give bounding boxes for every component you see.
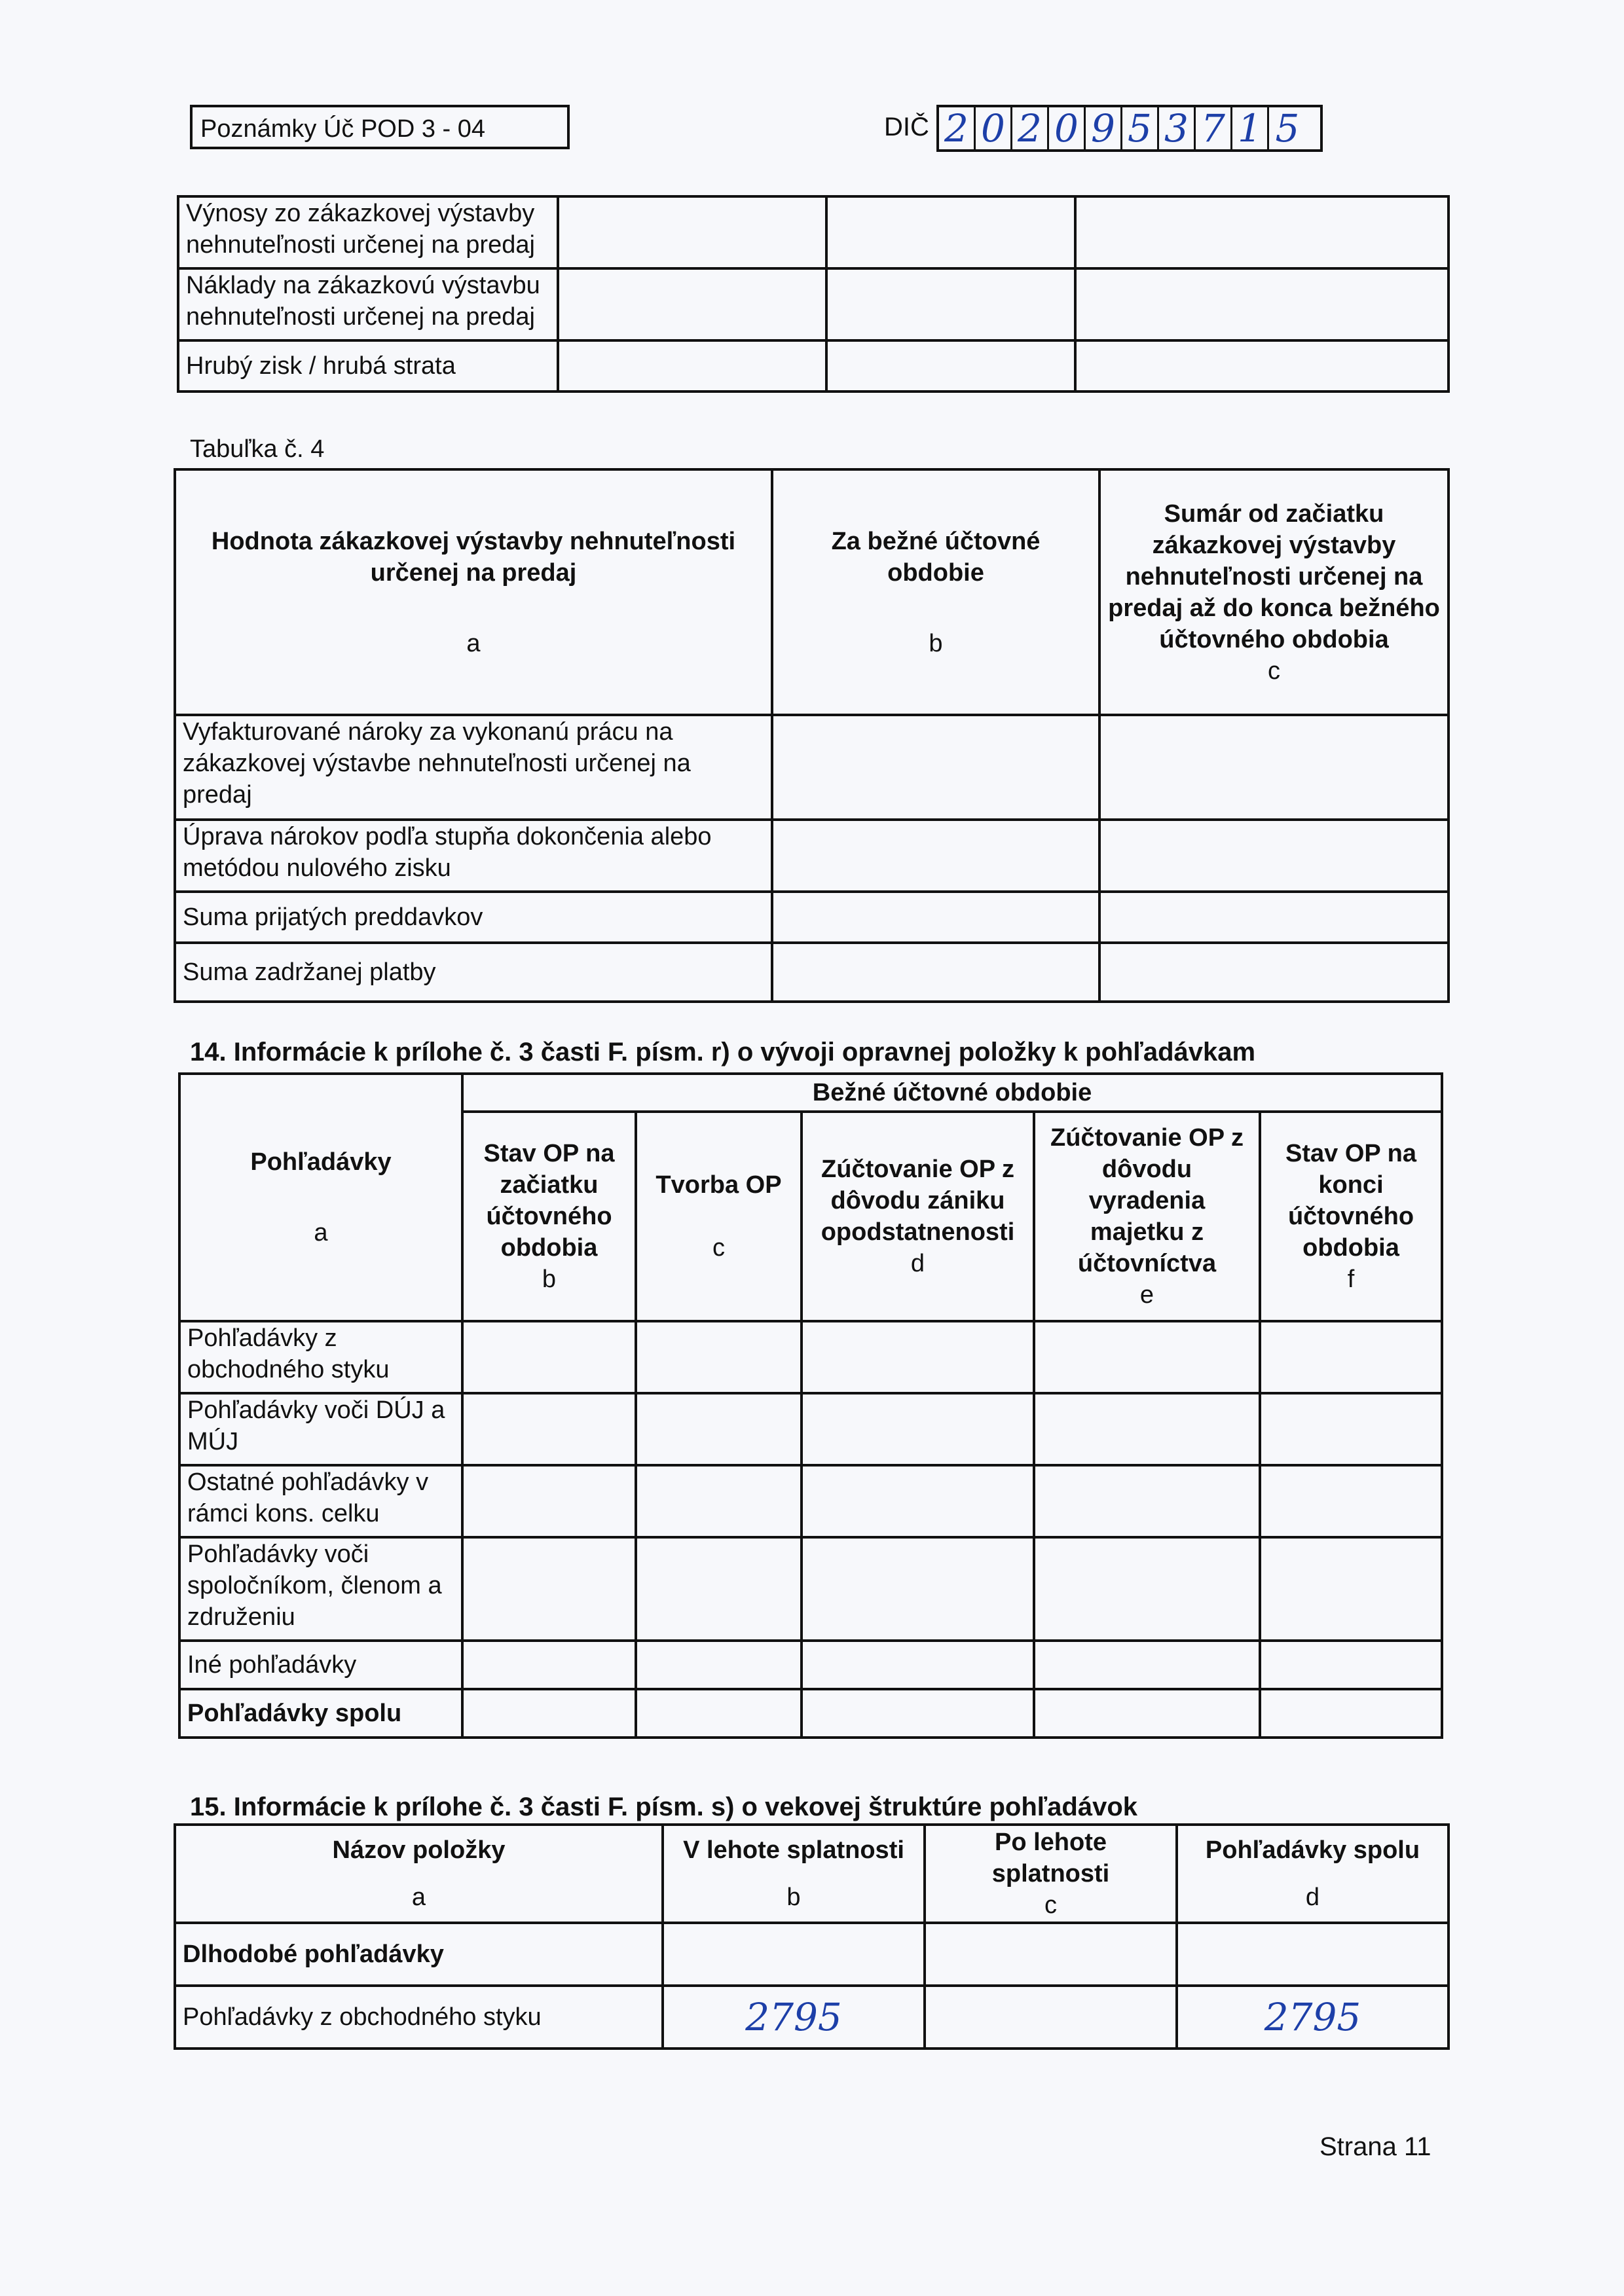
- section15-title: 15. Informácie k prílohe č. 3 časti F. písm. s) o vekovej štruktúre pohľadávok: [190, 1793, 1138, 1821]
- value-cell[interactable]: 2795: [663, 1986, 925, 2049]
- row-label-total: Pohľadávky spolu: [179, 1689, 462, 1738]
- value-cell[interactable]: [558, 340, 826, 392]
- value-cell[interactable]: [636, 1689, 802, 1738]
- value-cell[interactable]: [663, 1923, 925, 1986]
- table4-header-b: Za bežné účtovné obdobie b: [772, 469, 1099, 715]
- dic-digit: 2: [1012, 107, 1049, 149]
- dic-digit: 7: [1196, 107, 1232, 149]
- value-cell[interactable]: [1075, 268, 1449, 340]
- value-cell[interactable]: [1075, 340, 1449, 392]
- row-label: Suma zadržanej platby: [175, 943, 772, 1002]
- table4-header-a: Hodnota zákazkovej výstavby nehnuteľnosti určenej na predaj a: [175, 469, 772, 715]
- value-cell[interactable]: [1034, 1537, 1260, 1641]
- row-label: Pohľadávky voči spoločníkom, členom a združeniu: [179, 1537, 462, 1641]
- value-cell[interactable]: [636, 1537, 802, 1641]
- value-cell[interactable]: [772, 943, 1099, 1002]
- row-label: Iné pohľadávky: [179, 1641, 462, 1689]
- dic-digit: 5: [1122, 107, 1159, 149]
- age-structure-table: [174, 1823, 1450, 2050]
- value-cell[interactable]: [636, 1465, 802, 1537]
- value-cell[interactable]: [802, 1465, 1034, 1537]
- table4: [174, 468, 1450, 1003]
- value-cell[interactable]: [1260, 1393, 1442, 1465]
- value-cell[interactable]: [802, 1537, 1034, 1641]
- table4-caption: Tabuľka č. 4: [190, 435, 325, 463]
- value-cell[interactable]: [462, 1393, 636, 1465]
- value-cell[interactable]: [636, 1321, 802, 1393]
- allowance-header-c: Tvorba OP c: [636, 1112, 802, 1321]
- value-cell[interactable]: [1260, 1641, 1442, 1689]
- dic-digit: 9: [1086, 107, 1122, 149]
- value-cell[interactable]: [826, 196, 1075, 268]
- value-cell[interactable]: [925, 1923, 1177, 1986]
- row-label: Dlhodobé pohľadávky: [175, 1923, 663, 1986]
- section14-title: 14. Informácie k prílohe č. 3 časti F. písm. r) o vývoji opravnej položky k pohľadávkam: [190, 1038, 1256, 1066]
- value-cell[interactable]: [802, 1321, 1034, 1393]
- value-cell[interactable]: [462, 1321, 636, 1393]
- row-label: Ostatné pohľadávky v rámci kons. celku: [179, 1465, 462, 1537]
- value-cell[interactable]: [1034, 1465, 1260, 1537]
- value-cell[interactable]: [636, 1393, 802, 1465]
- row-label: Pohľadávky z obchodného styku: [179, 1321, 462, 1393]
- value-cell[interactable]: [772, 715, 1099, 820]
- value-cell[interactable]: [1099, 943, 1449, 1002]
- value-cell[interactable]: [1034, 1641, 1260, 1689]
- value-cell[interactable]: [462, 1537, 636, 1641]
- value-cell[interactable]: [558, 196, 826, 268]
- allowance-header-d: Zúčtovanie OP z dôvodu zániku opodstatnenosti d: [802, 1112, 1034, 1321]
- allowance-header-f: Stav OP na konci účtovného obdobia f: [1260, 1112, 1442, 1321]
- row-label: Náklady na zákazkovú výstavbu nehnuteľnosti určenej na predaj: [178, 268, 558, 340]
- value-cell[interactable]: [462, 1465, 636, 1537]
- allowance-table: [178, 1072, 1443, 1739]
- row-label: Výnosy zo zákazkovej výstavby nehnuteľnosti určenej na predaj: [178, 196, 558, 268]
- value-cell[interactable]: [772, 892, 1099, 943]
- value-cell[interactable]: [826, 268, 1075, 340]
- row-label: Úprava nárokov podľa stupňa dokončenia alebo metódou nulového zisku: [175, 820, 772, 892]
- dic-digit: 1: [1232, 107, 1269, 149]
- age-header-d: Pohľadávky spolu d: [1177, 1825, 1449, 1923]
- value-cell[interactable]: [558, 268, 826, 340]
- value-cell[interactable]: [1099, 715, 1449, 820]
- value-cell[interactable]: [1034, 1393, 1260, 1465]
- page-number: Strana 11: [1320, 2132, 1431, 2161]
- form-label-box: [190, 105, 570, 149]
- row-label: Suma prijatých preddavkov: [175, 892, 772, 943]
- value-cell[interactable]: [802, 1689, 1034, 1738]
- value-cell[interactable]: [1099, 892, 1449, 943]
- allowance-header-e: Zúčtovanie OP z dôvodu vyradenia majetku z účtovníctva e: [1034, 1112, 1260, 1321]
- value-cell[interactable]: [772, 820, 1099, 892]
- value-cell[interactable]: [925, 1986, 1177, 2049]
- allowance-header-b: Stav OP na začiatku účtovného obdobia b: [462, 1112, 636, 1321]
- age-header-c: Po lehote splatnosti c: [925, 1825, 1177, 1923]
- value-cell[interactable]: [1260, 1537, 1442, 1641]
- row-label: Pohľadávky voči DÚJ a MÚJ: [179, 1393, 462, 1465]
- row-label: Pohľadávky z obchodného styku: [175, 1986, 663, 2049]
- row-label: Vyfakturované nároky za vykonanú prácu na zákazkovej výstavbe nehnuteľnosti určenej na predaj: [175, 715, 772, 820]
- value-cell[interactable]: [1260, 1689, 1442, 1738]
- value-cell[interactable]: 2795: [1177, 1986, 1449, 2049]
- age-header-a: Názov položky a: [175, 1825, 663, 1923]
- value-cell[interactable]: [1099, 820, 1449, 892]
- dic-field: [936, 105, 1323, 152]
- dic-digit: 0: [976, 107, 1012, 149]
- dic-digit: 2: [939, 107, 976, 149]
- value-cell[interactable]: [1075, 196, 1449, 268]
- allowance-header-a: Pohľadávky a: [179, 1074, 462, 1321]
- value-cell[interactable]: [1177, 1923, 1449, 1986]
- value-cell[interactable]: [1260, 1321, 1442, 1393]
- value-cell[interactable]: [802, 1393, 1034, 1465]
- dic-digit: 3: [1159, 107, 1196, 149]
- value-cell[interactable]: [1034, 1689, 1260, 1738]
- row-label: Hrubý zisk / hrubá strata: [178, 340, 558, 392]
- value-cell[interactable]: [826, 340, 1075, 392]
- value-cell[interactable]: [462, 1641, 636, 1689]
- value-cell[interactable]: [802, 1641, 1034, 1689]
- value-cell[interactable]: [636, 1641, 802, 1689]
- value-cell[interactable]: [462, 1689, 636, 1738]
- dic-label: DIČ: [884, 113, 929, 141]
- dic-digit: 0: [1049, 107, 1086, 149]
- value-cell[interactable]: [1260, 1465, 1442, 1537]
- period-header: Bežné účtovné obdobie: [462, 1074, 1442, 1112]
- dic-digit: 5: [1275, 106, 1300, 151]
- value-cell[interactable]: [1034, 1321, 1260, 1393]
- age-header-b: V lehote splatnosti b: [663, 1825, 925, 1923]
- table4-header-c: Sumár od začiatku zákazkovej výstavby nehnuteľnosti určenej na predaj až do konca bežného účtovného obdobia c: [1099, 469, 1449, 715]
- form-label: Poznámky Úč POD 3 - 04: [200, 115, 486, 143]
- construction-result-table: [177, 195, 1450, 393]
